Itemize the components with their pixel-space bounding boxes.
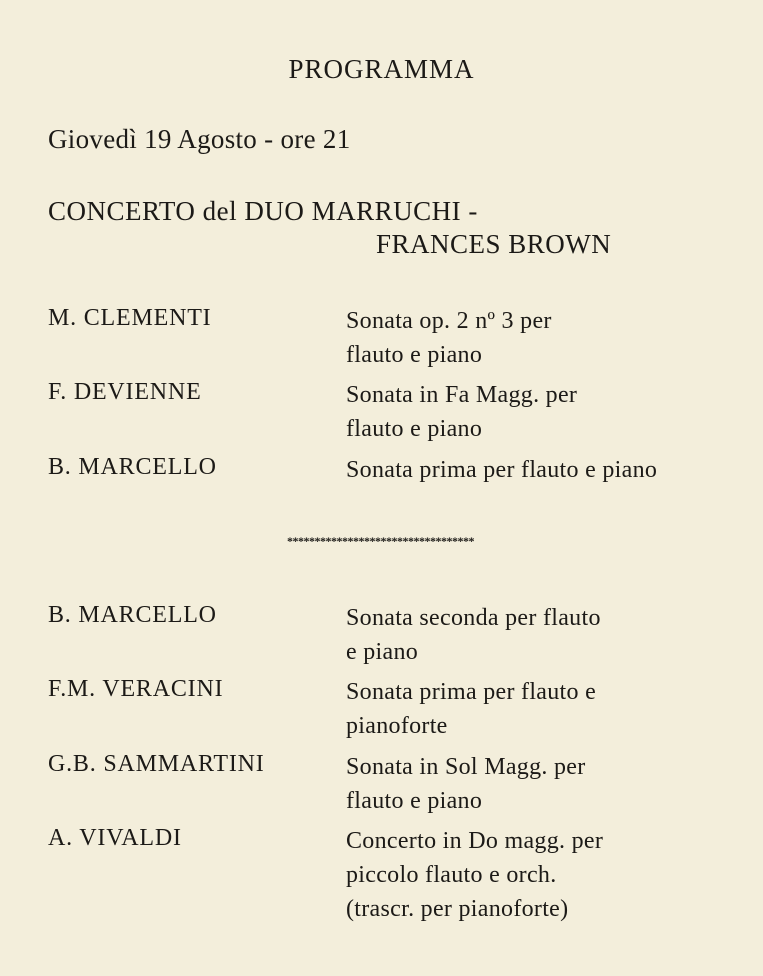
piece-line: Sonata seconda per flauto xyxy=(346,605,601,631)
piece-title xyxy=(346,750,746,818)
piece-line: Sonata in Fa Magg. per xyxy=(346,382,578,408)
separator: ********************************** xyxy=(287,534,474,548)
piece-line: piccolo flauto e orch. xyxy=(346,862,557,888)
composer-name: M. CLEMENTI xyxy=(48,305,212,331)
piece-line: Sonata in Sol Magg. per xyxy=(346,754,586,780)
piece-line: Sonata prima per flauto e xyxy=(346,679,597,705)
piece-line: flauto e piano xyxy=(346,788,483,814)
composer-name: B. MARCELLO xyxy=(48,602,217,628)
piece-title xyxy=(346,601,746,669)
composer-name: G.B. SAMMARTINI xyxy=(48,751,265,777)
piece-line: e piano xyxy=(346,639,419,665)
page-title: PROGRAMMA xyxy=(288,54,475,84)
piece-title xyxy=(346,453,746,487)
composer-name: F.M. VERACINI xyxy=(48,676,224,702)
piece-line: Concerto in Do magg. per xyxy=(346,828,604,854)
concert-title-line-2: FRANCES BROWN xyxy=(376,229,612,259)
composer-name: F. DEVIENNE xyxy=(48,379,202,405)
piece-line: pianoforte xyxy=(346,713,448,739)
piece-title xyxy=(346,378,746,446)
piece-title xyxy=(346,675,746,743)
piece-line: flauto e piano xyxy=(346,342,483,368)
composer-name: B. MARCELLO xyxy=(48,454,217,480)
piece-line: (trascr. per pianoforte) xyxy=(346,896,569,922)
piece-title xyxy=(346,304,746,372)
piece-line: Sonata op. 2 nº 3 per xyxy=(346,308,552,334)
piece-line: flauto e piano xyxy=(346,416,483,442)
composer-name: A. VIVALDI xyxy=(48,825,182,851)
piece-title xyxy=(346,824,746,926)
concert-date: Giovedì 19 Agosto - ore 21 xyxy=(48,124,351,154)
concert-title-line-1: CONCERTO del DUO MARRUCHI - xyxy=(48,196,478,226)
piece-line: Sonata prima per flauto e piano xyxy=(346,457,658,483)
